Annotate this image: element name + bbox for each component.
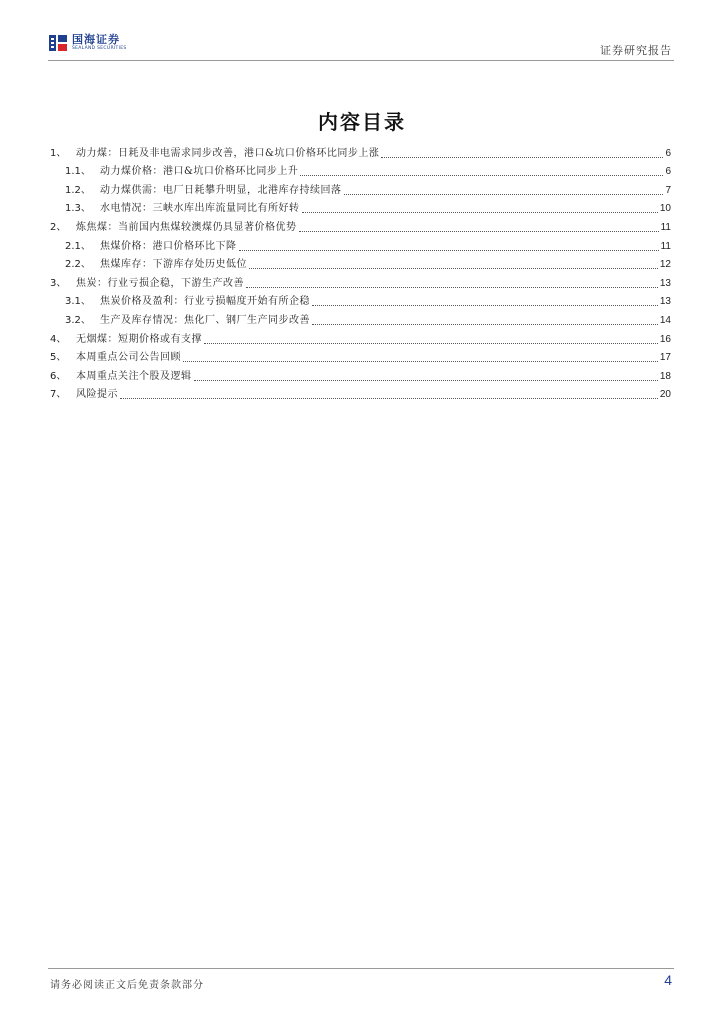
toc-entry-page: 12 bbox=[659, 259, 671, 271]
toc-entry-label: 焦炭：行业亏损企稳，下游生产改善 bbox=[76, 277, 244, 289]
toc-entry-label: 生产及库存情况：焦化厂、钢厂生产同步改善 bbox=[100, 314, 310, 326]
toc-entry[interactable] bbox=[50, 308, 671, 327]
toc-entry-number: 4、 bbox=[50, 333, 67, 345]
toc-entry[interactable] bbox=[50, 271, 671, 290]
toc-entry-number: 3、 bbox=[50, 277, 67, 289]
toc-entry-number: 5、 bbox=[50, 352, 67, 364]
toc-entry-number: 1.2、 bbox=[65, 184, 91, 196]
toc-dot-leader bbox=[120, 398, 658, 399]
toc-entry[interactable] bbox=[50, 197, 671, 216]
toc-entry-label: 焦煤价格：港口价格环比下降 bbox=[100, 240, 237, 252]
toc-dot-leader bbox=[302, 212, 658, 213]
page-header bbox=[48, 30, 674, 61]
toc-entry-number: 3.1、 bbox=[65, 296, 91, 308]
toc-entry-page: 17 bbox=[659, 352, 671, 364]
page-footer bbox=[48, 968, 674, 993]
logo-chinese-name: 国海证券 bbox=[72, 33, 120, 47]
toc-entry-page: 16 bbox=[659, 333, 671, 345]
toc-entry-label: 水电情况：三峡水库出库流量同比有所好转 bbox=[100, 203, 300, 215]
report-type-label: 证券研究报告 bbox=[600, 44, 672, 57]
toc-entry-label: 无烟煤：短期价格或有支撑 bbox=[76, 333, 202, 345]
toc-entry-number: 2、 bbox=[50, 221, 67, 233]
sealand-logo-icon bbox=[48, 33, 68, 53]
toc-dot-leader bbox=[239, 250, 659, 251]
toc-entry-page: 11 bbox=[660, 221, 671, 233]
toc-dot-leader bbox=[249, 268, 658, 269]
toc-entry-page: 6 bbox=[665, 147, 671, 159]
toc-entry-number: 2.1、 bbox=[65, 240, 91, 252]
toc-entry[interactable] bbox=[50, 327, 671, 346]
toc-dot-leader bbox=[344, 194, 664, 195]
toc-entry-page: 11 bbox=[660, 240, 671, 252]
toc-dot-leader bbox=[300, 175, 663, 176]
toc-dot-leader bbox=[312, 324, 658, 325]
toc-dot-leader bbox=[299, 231, 659, 232]
toc-entry-number: 7、 bbox=[50, 389, 67, 401]
toc-entry-number: 3.2、 bbox=[65, 314, 91, 326]
toc-dot-leader bbox=[312, 305, 658, 306]
table-of-contents bbox=[50, 141, 671, 401]
company-logo bbox=[48, 32, 127, 54]
toc-entry-label: 风险提示 bbox=[76, 389, 118, 401]
toc-entry-number: 6、 bbox=[50, 370, 67, 382]
toc-entry[interactable] bbox=[50, 141, 671, 160]
toc-dot-leader bbox=[194, 380, 658, 381]
toc-entry-page: 14 bbox=[659, 314, 671, 326]
toc-dot-leader bbox=[246, 287, 658, 288]
toc-dot-leader bbox=[204, 343, 658, 344]
toc-entry-number: 1.1、 bbox=[65, 166, 91, 178]
toc-entry-page: 13 bbox=[659, 277, 671, 289]
toc-entry-page: 18 bbox=[659, 370, 671, 382]
toc-entry[interactable] bbox=[50, 160, 671, 179]
toc-entry-number: 1、 bbox=[50, 147, 67, 159]
toc-entry[interactable] bbox=[50, 253, 671, 272]
toc-entry[interactable] bbox=[50, 178, 671, 197]
toc-entry-number: 1.3、 bbox=[65, 203, 91, 215]
toc-entry-page: 10 bbox=[659, 203, 671, 215]
toc-entry[interactable] bbox=[50, 383, 671, 402]
toc-entry[interactable] bbox=[50, 290, 671, 309]
toc-entry[interactable] bbox=[50, 364, 671, 383]
toc-entry-label: 动力煤：日耗及非电需求同步改善，港口&坑口价格环比同步上涨 bbox=[76, 147, 380, 159]
toc-entry-label: 动力煤供需：电厂日耗攀升明显，北港库存持续回落 bbox=[100, 184, 342, 196]
toc-entry-page: 20 bbox=[659, 389, 671, 401]
toc-entry-label: 焦煤库存：下游库存处历史低位 bbox=[100, 259, 247, 271]
toc-dot-leader bbox=[381, 157, 663, 158]
disclaimer-note: 请务必阅读正文后免责条款部分 bbox=[50, 980, 204, 991]
toc-entry-number: 2.2、 bbox=[65, 259, 91, 271]
toc-entry-label: 本周重点关注个股及逻辑 bbox=[76, 370, 192, 382]
toc-dot-leader bbox=[183, 361, 658, 362]
toc-entry-label: 焦炭价格及盈利：行业亏损幅度开始有所企稳 bbox=[100, 296, 310, 308]
toc-entry[interactable] bbox=[50, 215, 671, 234]
toc-entry-label: 炼焦煤：当前国内焦煤较澳煤仍具显著价格优势 bbox=[76, 221, 297, 233]
toc-entry-page: 6 bbox=[665, 166, 671, 178]
page-number: 4 bbox=[664, 972, 672, 988]
toc-entry-page: 7 bbox=[665, 184, 671, 196]
toc-entry[interactable] bbox=[50, 346, 671, 365]
toc-entry-page: 13 bbox=[659, 296, 671, 308]
toc-entry-label: 动力煤价格：港口&坑口价格环比同步上升 bbox=[100, 166, 299, 178]
toc-entry-label: 本周重点公司公告回顾 bbox=[76, 352, 181, 364]
logo-english-name: SEALAND SECURITIES bbox=[72, 46, 127, 52]
toc-entry[interactable] bbox=[50, 234, 671, 253]
page-title: 内容目录 bbox=[318, 110, 406, 134]
